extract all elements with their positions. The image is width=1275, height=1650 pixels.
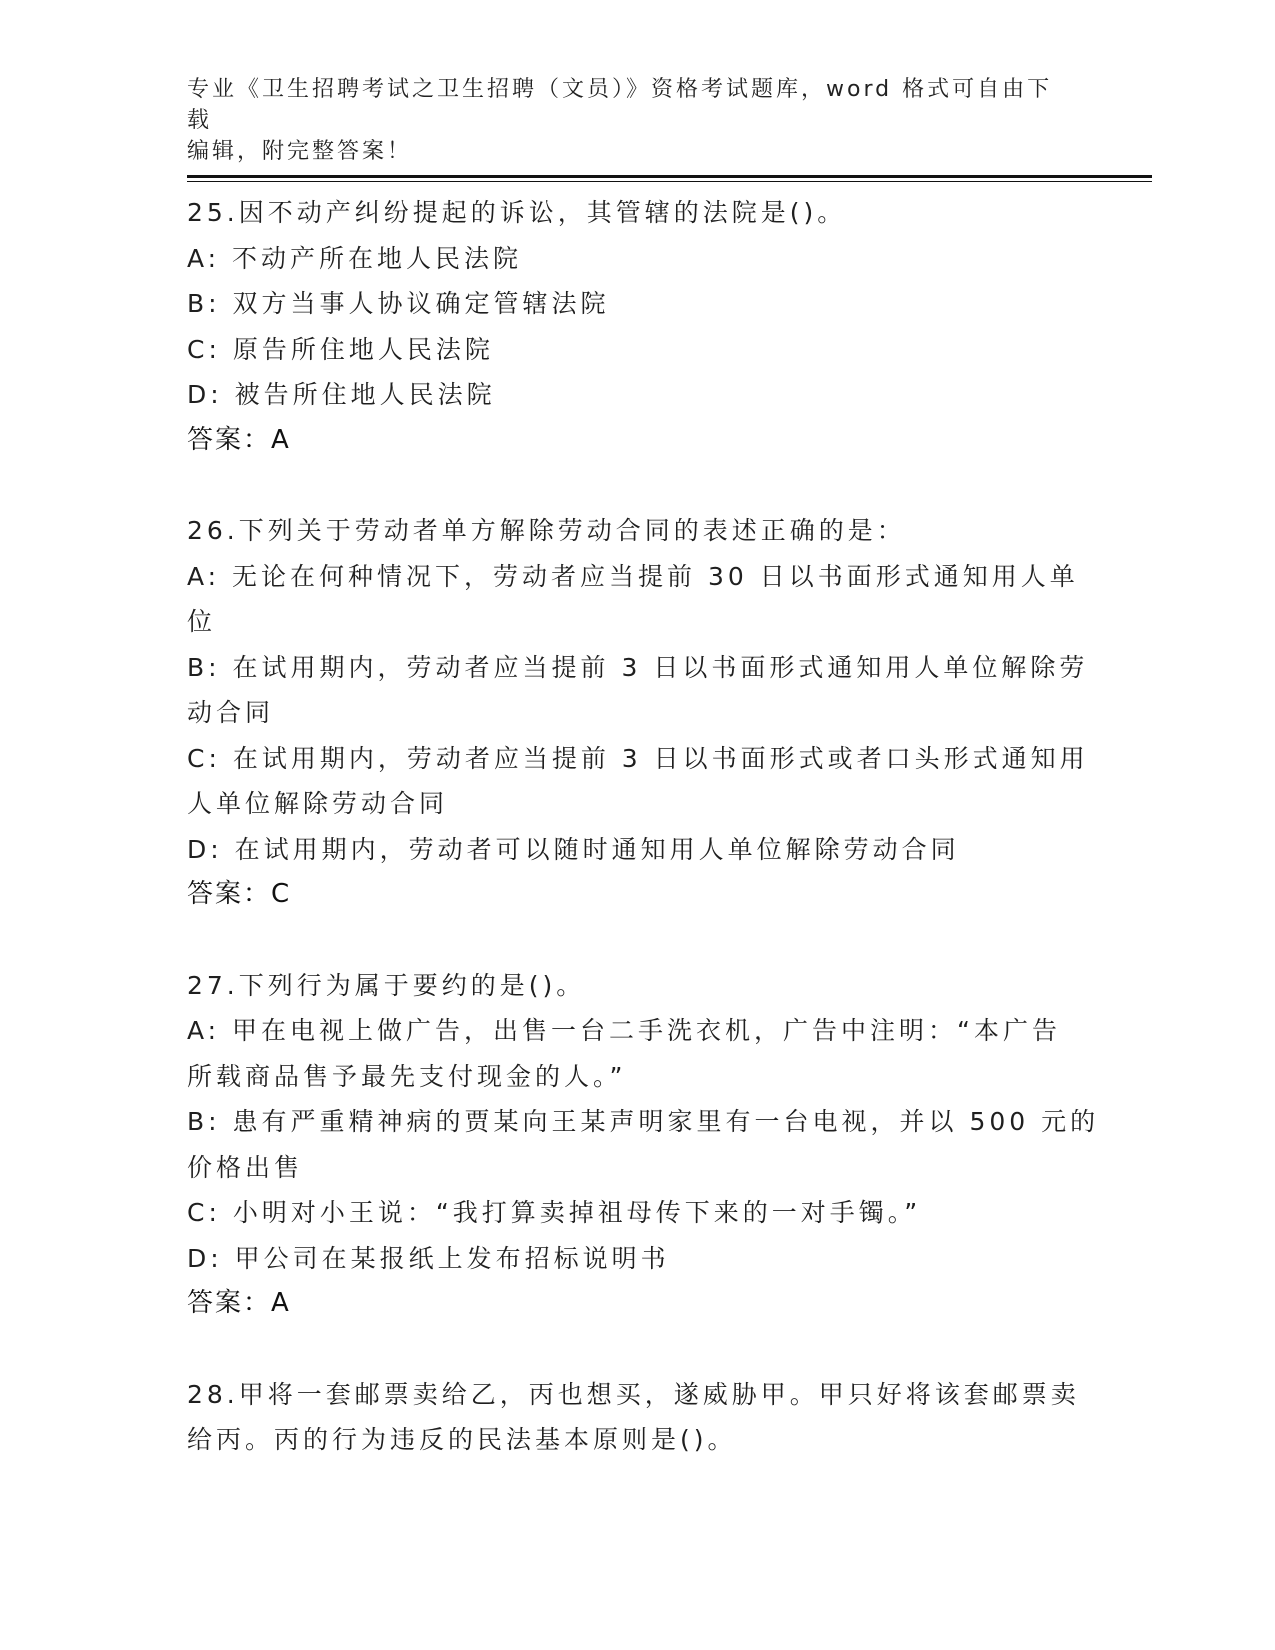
question-spacer — [187, 1327, 1087, 1372]
question-block — [187, 1372, 1087, 1463]
option-b: B: 患有严重精神病的贾某向王某声明家里有一台电视，并以 500 元的 — [187, 1107, 1100, 1136]
answer-line: 答案：A — [187, 1288, 291, 1318]
question-spacer — [187, 918, 1087, 963]
option-d: D: 甲公司在某报纸上发布招标说明书 — [187, 1243, 670, 1273]
header-rule-thick — [187, 175, 1152, 178]
answer-line: 答案：C — [187, 879, 292, 909]
option-a: A: 无论在何种情况下，劳动者应当提前 30 日以书面形式通知用人单 — [187, 561, 1079, 591]
question-list — [187, 190, 1100, 1463]
question-block — [187, 963, 1100, 1327]
option-b-continued: 价格出售 — [187, 1152, 304, 1182]
question-block — [187, 508, 1087, 918]
question-block — [187, 190, 1087, 463]
option-a-continued: 所载商品售予最先支付现金的人。” — [187, 1061, 627, 1091]
question-stem: 25.因不动产纠纷提起的诉讼，其管辖的法院是()。 — [187, 198, 847, 227]
option-a-continued: 位 — [187, 607, 217, 636]
option-b: B: 双方当事人协议确定管辖法院 — [187, 289, 610, 318]
header-line-2: 编辑，附完整答案！ — [187, 139, 413, 164]
option-c-continued: 人单位解除劳动合同 — [187, 789, 449, 818]
answer-line: 答案：A — [187, 424, 291, 455]
option-c: C: 小明对小王说：“我打算卖掉祖母传下来的一对手镯。” — [187, 1198, 922, 1227]
question-stem: 28.甲将一套邮票卖给乙，丙也想买，遂威胁甲。甲只好将该套邮票卖 — [187, 1379, 1080, 1409]
question-stem: 27.下列行为属于要约的是()。 — [187, 970, 586, 1000]
document-header — [187, 74, 1067, 167]
question-stem-continued: 给丙。丙的行为违反的民法基本原则是()。 — [187, 1425, 737, 1454]
option-d: D: 被告所住地人民法院 — [187, 380, 496, 409]
option-a: A: 甲在电视上做广告，出售一台二手洗衣机，广告中注明：“本广告 — [187, 1016, 1061, 1045]
header-rule-thin — [187, 181, 1152, 182]
header-line-1: 专业《卫生招聘考试之卫生招聘（文员）》资格考试题库，word 格式可自由下载 — [187, 77, 1053, 133]
option-c: C: 在试用期内，劳动者应当提前 3 日以书面形式或者口头形式通知用 — [187, 743, 1089, 773]
option-a: A: 不动产所在地人民法院 — [187, 243, 523, 273]
option-d: D: 在试用期内，劳动者可以随时通知用人单位解除劳动合同 — [187, 834, 960, 864]
question-spacer — [187, 463, 1087, 508]
option-b-continued: 动合同 — [187, 698, 275, 727]
option-b: B: 在试用期内，劳动者应当提前 3 日以书面形式通知用人单位解除劳 — [187, 652, 1089, 682]
question-stem: 26.下列关于劳动者单方解除劳动合同的表述正确的是： — [187, 516, 906, 545]
option-c: C: 原告所住地人民法院 — [187, 334, 494, 364]
